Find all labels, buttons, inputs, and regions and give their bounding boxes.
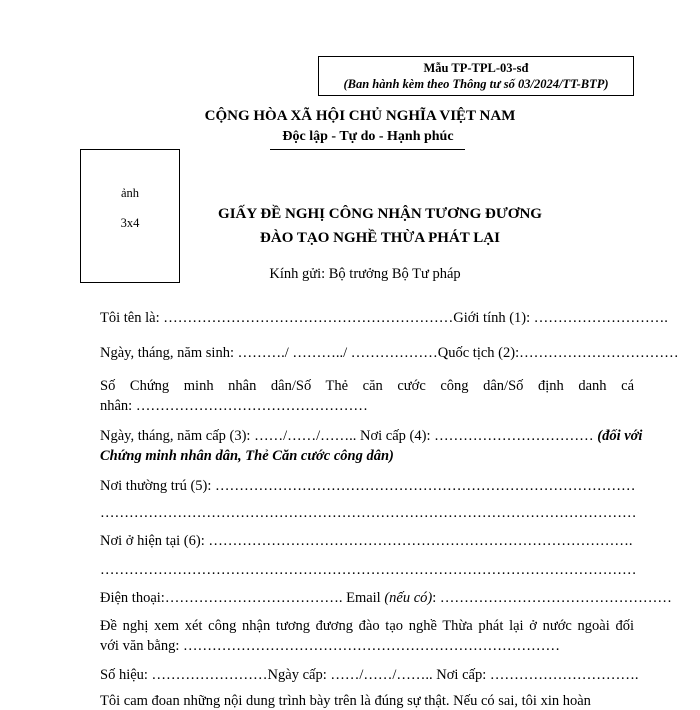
photo-placeholder [80,149,180,283]
id-number-label: Số Chứng minh nhân dân/Số Thẻ căn cước công dân/Số định danh cá [100,378,634,394]
title-line-1: GIẤY ĐỀ NGHỊ CÔNG NHẬN TƯƠNG ĐƯƠNG [218,206,542,222]
id-number-field[interactable]: nhân: ………………………………………… [100,398,368,414]
current-residence-continuation[interactable]: ………………………………………………………………………………………………… [100,562,637,578]
current-residence-field[interactable]: Nơi ở hiện tại (6): ……………………………………………………………………………. [100,533,633,549]
motto-underline [270,149,465,150]
name-gender-field[interactable]: Tôi tên là: ……………………………………………………Giới tính (1): ………………………. [100,310,668,326]
form-code-box [318,56,634,96]
permanent-residence-continuation[interactable]: ………………………………………………………………………………………………… [100,505,637,521]
email-optional-note: (nếu có) [384,590,433,606]
phone-email-label: Điện thoại:………………………………. Email [100,590,385,606]
phone-email-field[interactable] [100,590,672,607]
title-line-2: ĐÀO TẠO NGHỀ THỪA PHÁT LẠI [260,230,500,246]
issue-note: (đối với [597,428,643,444]
photo-size: 3x4 [120,216,140,230]
permanent-residence-field[interactable]: Nơi thường trú (5): …………………………………………………………………………… [100,478,636,494]
commitment-statement: Tôi cam đoan những nội dung trình bày trên là đúng sự thật. Nếu có sai, tôi xin hoàn [100,693,591,709]
issue-date-place-field[interactable] [100,428,643,445]
diploma-field[interactable]: với văn bằng: …………………………………………………………………… [100,638,560,654]
request-statement: Đề nghị xem xét công nhận tương đương đào tạo nghề Thừa phát lại ở nước ngoài đối [100,618,634,634]
country-name: CỘNG HÒA XÃ HỘI CHỦ NGHĨA VIỆT NAM [204,108,516,124]
form-legal-basis: (Ban hành kèm theo Thông tư số 03/2024/TT-BTP) [343,77,609,91]
addressee: Kính gửi: Bộ trưởng Bộ Tư pháp [269,266,461,282]
issue-date-place-text: Ngày, tháng, năm cấp (3): ……/……/…….. Nơi cấp (4): …………………………… [100,428,598,444]
document-title [180,202,580,250]
certificate-number-field[interactable]: Số hiệu: ……………………Ngày cấp: ……/……/…….. Nơi cấp: …………………………. [100,667,639,683]
issue-note-continuation: Chứng minh nhân dân, Thẻ Căn cước công dân) [100,448,394,464]
photo-label: ảnh [120,186,140,200]
dob-nationality-field[interactable]: Ngày, tháng, năm sinh: ………./ ………../ ………………Quốc tịch (2):…………………………… [100,345,679,361]
national-motto: Độc lập - Tự do - Hạnh phúc [282,129,454,144]
email-dots: : ………………………………………… [432,590,672,606]
form-code: Mẫu TP-TPL-03-sđ [423,61,529,75]
